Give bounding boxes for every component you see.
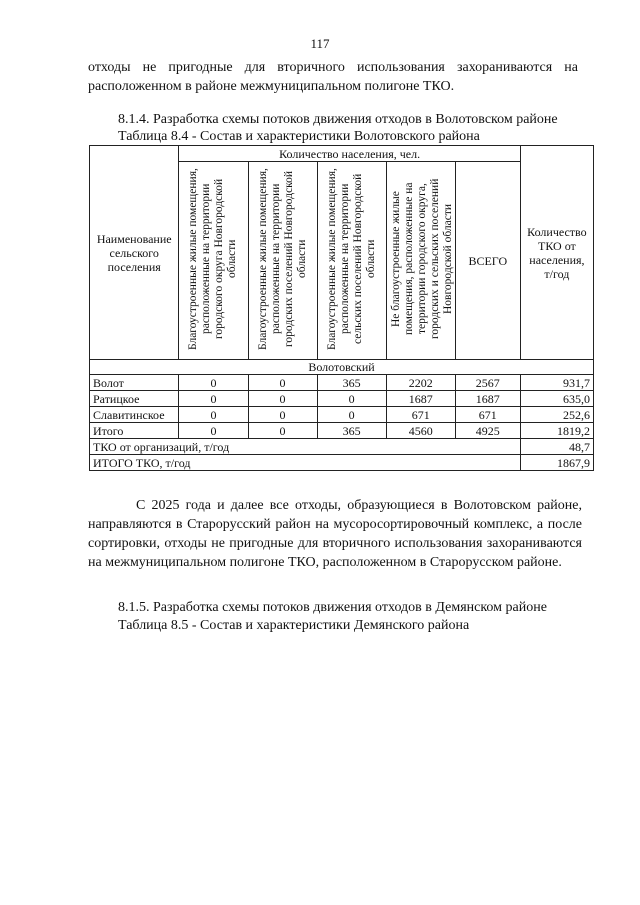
- col-header-pop-1: Благоустроенные жилые помещения, расположенные на территории городского округа Новгородской области: [179, 162, 248, 360]
- cell-value: 0: [179, 375, 248, 391]
- col-header-pop-3: Благоустроенные жилые помещения, расположенные на территории сельских поселений Новгородской области: [317, 162, 386, 360]
- grand-total-label: ИТОГО ТКО, т/год: [90, 455, 521, 471]
- population-group-header: Количество населения, чел.: [179, 146, 520, 162]
- cell-value: 1687: [386, 391, 455, 407]
- cell-value: 365: [317, 375, 386, 391]
- col-header-pop-4: Не благоустроенные жилые помещения, расположенные на территории городского округа, городских и сельских поселений Новгородской области: [386, 162, 455, 360]
- table-caption: Таблица 8.4 - Состав и характеристики Волотовского района: [118, 129, 480, 144]
- row-name: Славитинское: [90, 407, 179, 423]
- org-row-label: ТКО от организаций, т/год: [90, 439, 521, 455]
- org-row: [90, 439, 594, 455]
- cell-value: 0: [179, 391, 248, 407]
- table-row: [90, 407, 594, 423]
- cell-tko: 252,6: [520, 407, 593, 423]
- section-heading-2: 8.1.5. Разработка схемы потоков движения отходов в Демянском районе: [118, 600, 547, 615]
- cell-total: 671: [455, 407, 520, 423]
- row-name: Ратицкое: [90, 391, 179, 407]
- col-header-name: Наименование сельского поселения: [90, 146, 179, 360]
- cell-total: 1687: [455, 391, 520, 407]
- cell-total: 2567: [455, 375, 520, 391]
- cell-value: 0: [317, 407, 386, 423]
- cell-value: 0: [179, 423, 248, 439]
- cell-value: 2202: [386, 375, 455, 391]
- col-header-tko: Количество ТКО от населения, т/год: [520, 146, 593, 360]
- table-row: [90, 375, 594, 391]
- grand-total-row: [90, 455, 594, 471]
- table-row-total: [90, 423, 594, 439]
- cell-value: 0: [179, 407, 248, 423]
- cell-value: 0: [248, 375, 317, 391]
- cell-tko: 931,7: [520, 375, 593, 391]
- grand-total-value: 1867,9: [520, 455, 593, 471]
- intro-paragraph: отходы не пригодные для вторичного использования захораниваются на расположенном в районе межмуниципальном полигоне ТКО.: [88, 60, 578, 94]
- table-caption-2: Таблица 8.5 - Состав и характеристики Демянского района: [118, 618, 470, 633]
- region-label: Волотовский: [90, 360, 594, 375]
- cell-tko: 1819,2: [520, 423, 593, 439]
- cell-value: 4560: [386, 423, 455, 439]
- body-paragraph: С 2025 года и далее все отходы, образующиеся в Волотовском районе, направляются в Старорусский район на мусоросортировочный комплекс, а после сортировки, отходы не пригодные для вторичного использования захораниваются на межмуниципальном полигоне ТКО, расположенном в Старорусском районе.: [88, 498, 582, 570]
- cell-value: 365: [317, 423, 386, 439]
- row-name: Итого: [90, 423, 179, 439]
- col-header-total: ВСЕГО: [455, 162, 520, 360]
- cell-value: 0: [248, 407, 317, 423]
- population-table: [89, 145, 594, 471]
- col-header-pop-2: Благоустроенные жилые помещения, расположенные на территории городских поселений Новгородской области: [248, 162, 317, 360]
- page-number: 117: [310, 36, 330, 51]
- cell-value: 0: [317, 391, 386, 407]
- cell-value: 0: [248, 423, 317, 439]
- row-name: Волот: [90, 375, 179, 391]
- cell-tko: 635,0: [520, 391, 593, 407]
- org-row-value: 48,7: [520, 439, 593, 455]
- cell-total: 4925: [455, 423, 520, 439]
- cell-value: 0: [248, 391, 317, 407]
- cell-value: 671: [386, 407, 455, 423]
- table-row: [90, 391, 594, 407]
- section-heading: 8.1.4. Разработка схемы потоков движения отходов в Волотовском районе: [118, 112, 558, 127]
